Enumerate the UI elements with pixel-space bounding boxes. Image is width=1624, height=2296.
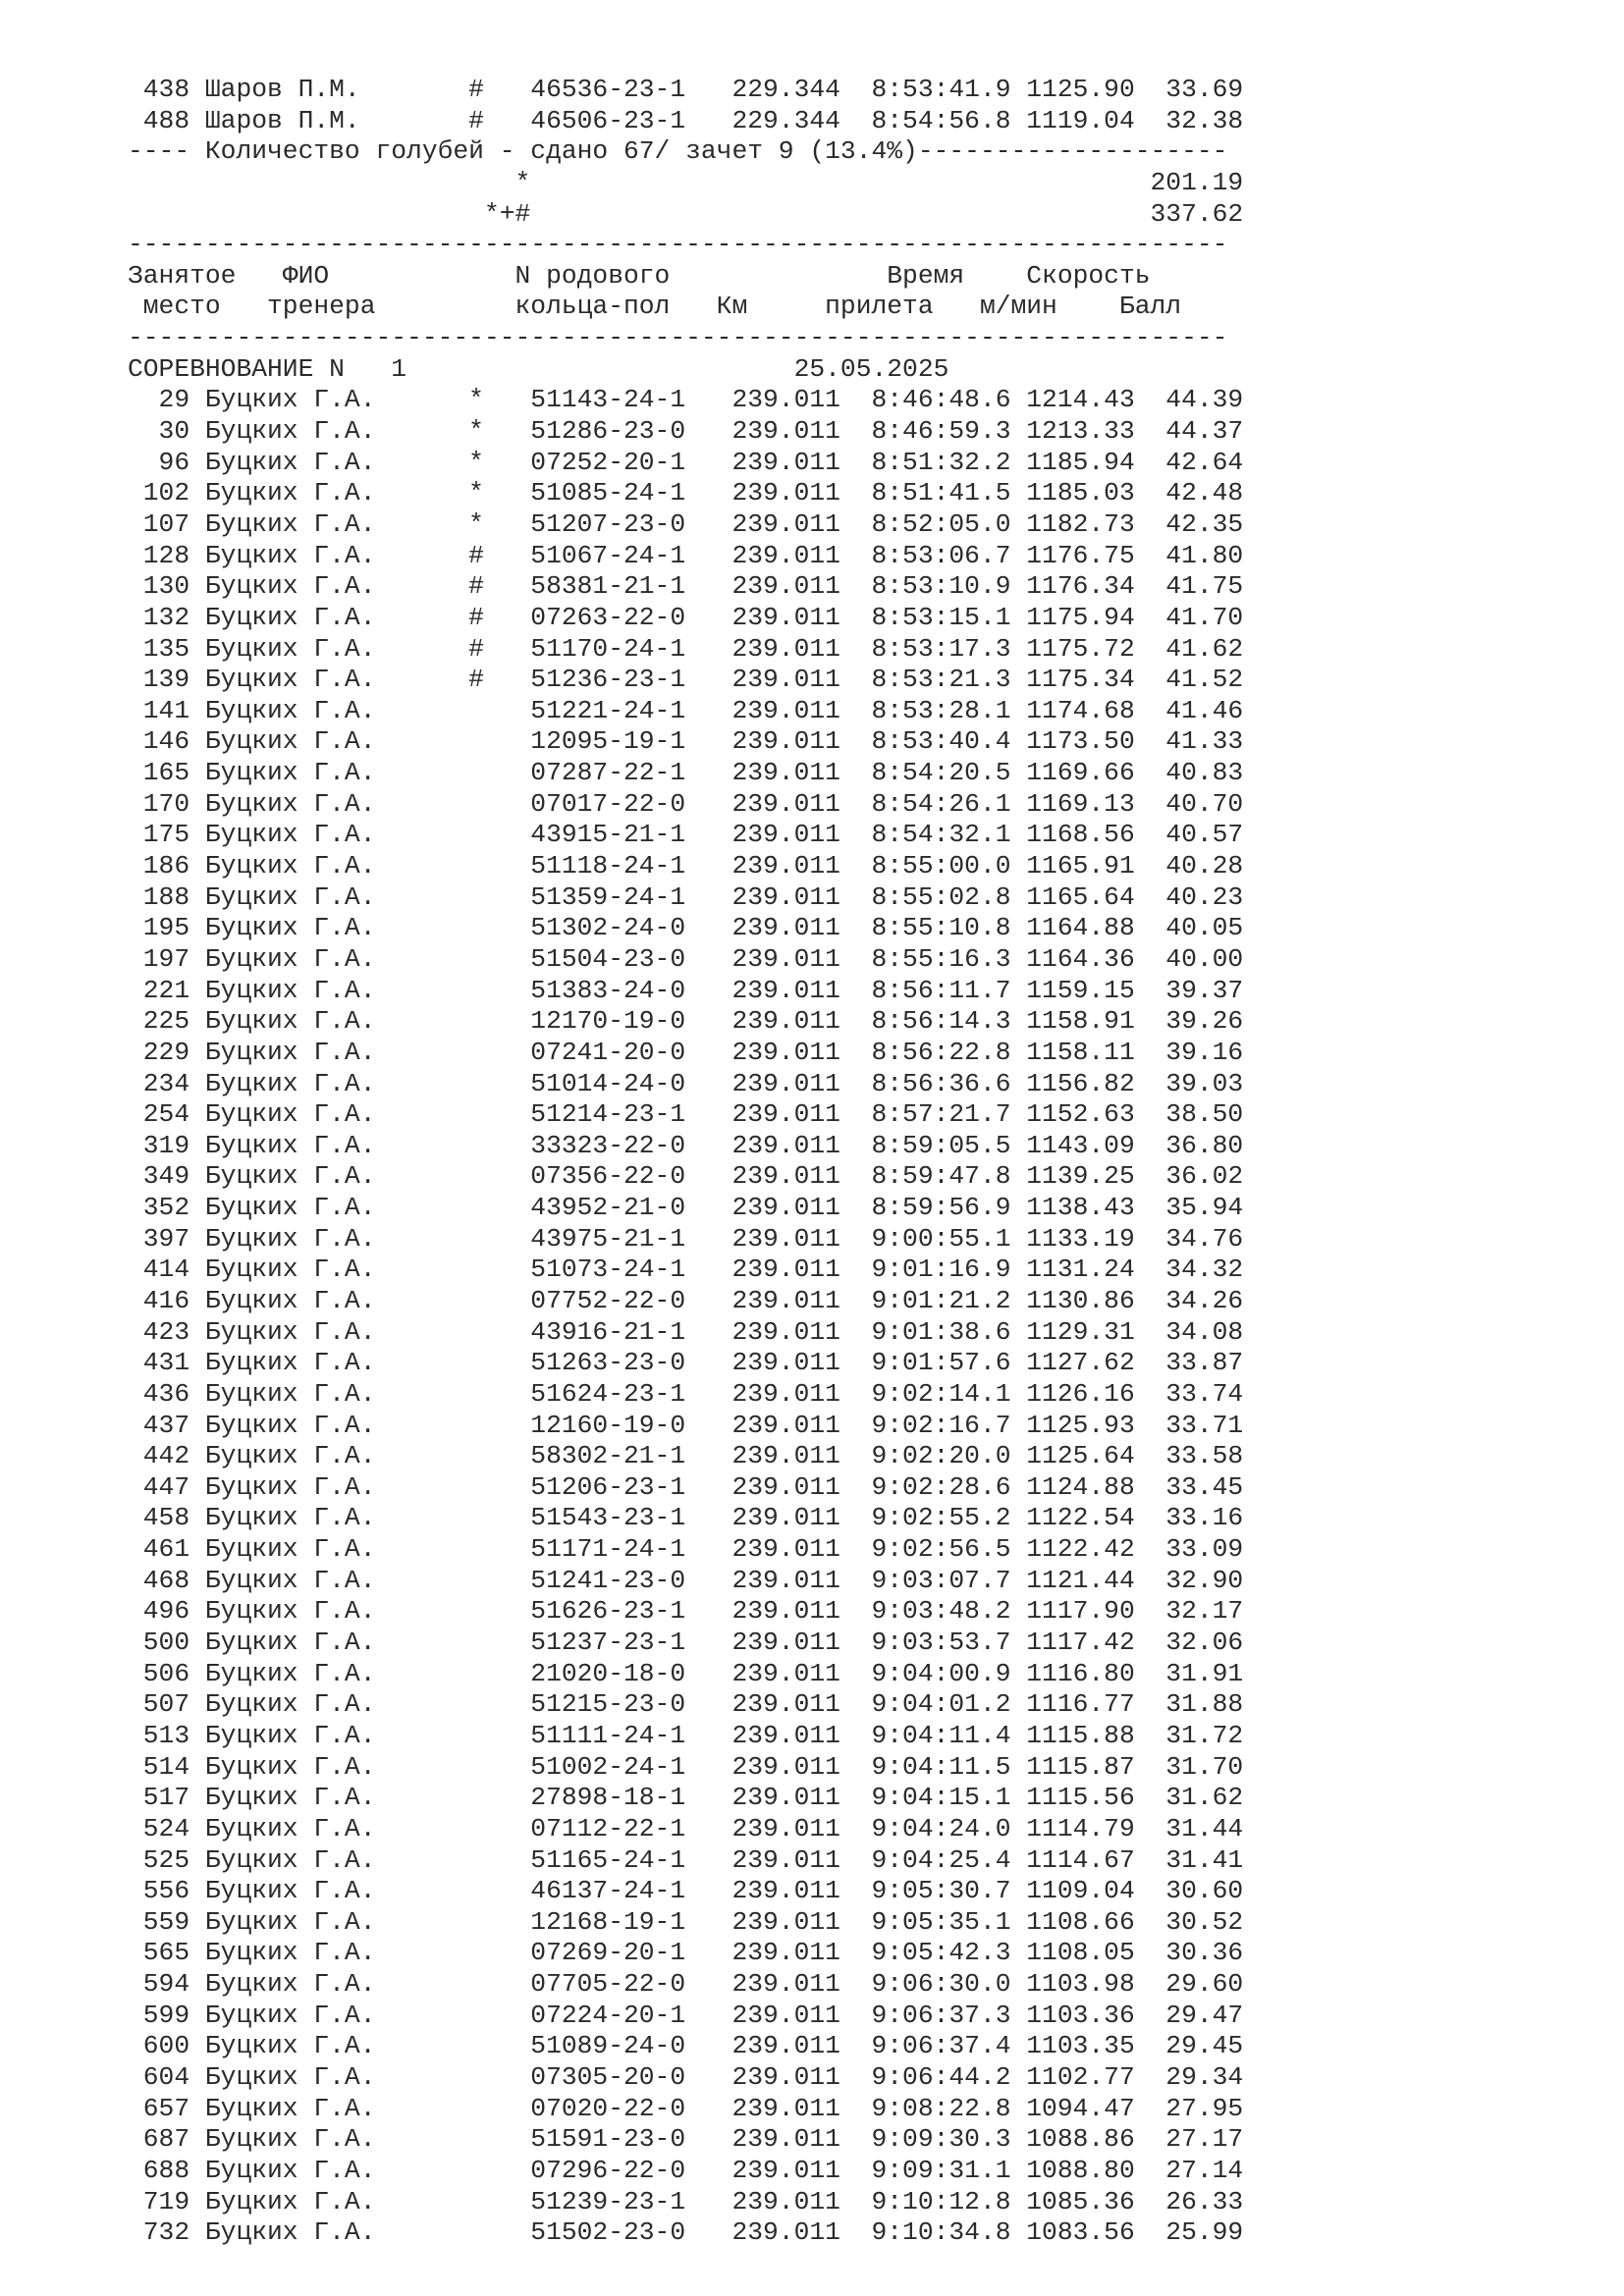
- result-row: 657 Буцких Г.А. 07020-22-0 239.011 9:08:22.8 1094.47 27.95: [128, 2093, 1244, 2123]
- result-row: 732 Буцких Г.А. 51502-23-0 239.011 9:10:34.8 1083.56 25.99: [128, 2217, 1244, 2248]
- result-row: 442 Буцких Г.А. 58302-21-1 239.011 9:02:20.0 1125.64 33.58: [128, 1441, 1244, 1471]
- result-row: 507 Буцких Г.А. 51215-23-0 239.011 9:04:01.2 1116.77 31.88: [128, 1689, 1244, 1720]
- result-row: 496 Буцких Г.А. 51626-23-1 239.011 9:03:48.2 1117.90 32.17: [128, 1596, 1244, 1627]
- pigeon-count-line: ---- Количество голубей - сдано 67/ зачет 9 (13.4%)--------------------: [128, 136, 1228, 167]
- result-row: 96 Буцких Г.А. * 07252-20-1 239.011 8:51:32.2 1185.94 42.64: [128, 447, 1244, 477]
- result-row: 188 Буцких Г.А. 51359-24-1 239.011 8:55:02.8 1165.64 40.23: [128, 881, 1244, 912]
- result-row: 221 Буцких Г.А. 51383-24-0 239.011 8:56:11.7 1159.15 39.37: [128, 975, 1244, 1005]
- result-row: 414 Буцких Г.А. 51073-24-1 239.011 9:01:16.9 1131.24 34.32: [128, 1255, 1244, 1285]
- result-row: 102 Буцких Г.А. * 51085-24-1 239.011 8:51:41.5 1185.03 42.48: [128, 478, 1244, 508]
- result-row: 170 Буцких Г.А. 07017-22-0 239.011 8:54:26.1 1169.13 40.70: [128, 788, 1244, 819]
- result-row: 186 Буцких Г.А. 51118-24-1 239.011 8:55:00.0 1165.91 40.28: [128, 851, 1244, 881]
- results-printout: [128, 75, 1243, 2249]
- result-row: 130 Буцких Г.А. # 58381-21-1 239.011 8:53:10.9 1176.34 41.75: [128, 571, 1244, 602]
- result-row: 195 Буцких Г.А. 51302-24-0 239.011 8:55:10.8 1164.88 40.05: [128, 913, 1244, 943]
- result-row: 688 Буцких Г.А. 07296-22-0 239.011 9:09:31.1 1088.80 27.14: [128, 2155, 1244, 2185]
- column-header-line-1: Занятое ФИО N родового Время Скорость: [128, 260, 1151, 291]
- result-row: 604 Буцких Г.А. 07305-20-0 239.011 9:06:44.2 1102.77 29.34: [128, 2062, 1244, 2092]
- result-row: 30 Буцких Г.А. * 51286-23-0 239.011 8:46:59.3 1213.33 44.37: [128, 416, 1244, 447]
- result-row: 319 Буцких Г.А. 33323-22-0 239.011 8:59:05.5 1143.09 36.80: [128, 1130, 1244, 1160]
- competition-line: СОРЕВНОВАНИЕ N 1 25.05.2025: [128, 353, 949, 384]
- result-row: 524 Буцких Г.А. 07112-22-1 239.011 9:04:24.0 1114.79 31.44: [128, 1813, 1244, 1843]
- result-row: 600 Буцких Г.А. 51089-24-0 239.011 9:06:37.4 1103.35 29.45: [128, 2031, 1244, 2061]
- prev-rows: 438 Шаров П.М. # 46536-23-1 229.344 8:53:41.9 1125.90 33.69: [128, 75, 1244, 104]
- result-row: 447 Буцких Г.А. 51206-23-1 239.011 9:02:28.6 1124.88 33.45: [128, 1471, 1244, 1502]
- result-row: 565 Буцких Г.А. 07269-20-1 239.011 9:05:42.3 1108.05 30.36: [128, 1938, 1244, 1968]
- result-row: 514 Буцких Г.А. 51002-24-1 239.011 9:04:11.5 1115.87 31.70: [128, 1751, 1244, 1782]
- separator-line: -----------------------------------------------------------------------: [128, 323, 1228, 353]
- result-row: 517 Буцких Г.А. 27898-18-1 239.011 9:04:15.1 1115.56 31.62: [128, 1783, 1244, 1813]
- result-row: 468 Буцких Г.А. 51241-23-0 239.011 9:03:07.7 1121.44 32.90: [128, 1565, 1244, 1595]
- result-row: 146 Буцких Г.А. 12095-19-1 239.011 8:53:40.4 1173.50 41.33: [128, 726, 1244, 757]
- separator-line: -----------------------------------------------------------------------: [128, 230, 1228, 260]
- result-row: 719 Буцких Г.А. 51239-23-1 239.011 9:10:12.8 1085.36 26.33: [128, 2186, 1244, 2216]
- results-table: [128, 385, 1243, 2248]
- result-row: 436 Буцких Г.А. 51624-23-1 239.011 9:02:14.1 1126.16 33.74: [128, 1378, 1244, 1409]
- starplus-total-line: *+# 337.62: [128, 198, 1244, 229]
- result-row: 506 Буцких Г.А. 21020-18-0 239.011 9:04:00.9 1116.80 31.91: [128, 1658, 1244, 1688]
- result-row: 352 Буцких Г.А. 43952-21-0 239.011 8:59:56.9 1138.43 35.94: [128, 1193, 1244, 1223]
- result-row: 139 Буцких Г.А. # 51236-23-1 239.011 8:53:21.3 1175.34 41.52: [128, 665, 1244, 695]
- result-row: 141 Буцких Г.А. 51221-24-1 239.011 8:53:28.1 1174.68 41.46: [128, 695, 1244, 725]
- result-row: 525 Буцких Г.А. 51165-24-1 239.011 9:04:25.4 1114.67 31.41: [128, 1844, 1244, 1875]
- result-row: 556 Буцких Г.А. 46137-24-1 239.011 9:05:30.7 1109.04 30.60: [128, 1876, 1244, 1906]
- result-row: 128 Буцких Г.А. # 51067-24-1 239.011 8:53:06.7 1176.75 41.80: [128, 540, 1244, 570]
- result-row: 423 Буцких Г.А. 43916-21-1 239.011 9:01:38.6 1129.31 34.08: [128, 1316, 1244, 1347]
- result-row: 349 Буцких Г.А. 07356-22-0 239.011 8:59:47.8 1139.25 36.02: [128, 1161, 1244, 1192]
- result-row: 135 Буцких Г.А. # 51170-24-1 239.011 8:53:17.3 1175.72 41.62: [128, 633, 1244, 664]
- result-row: 461 Буцких Г.А. 51171-24-1 239.011 9:02:56.5 1122.42 33.09: [128, 1534, 1244, 1565]
- result-row: 687 Буцких Г.А. 51591-23-0 239.011 9:09:30.3 1088.86 27.17: [128, 2124, 1244, 2155]
- result-row: 132 Буцких Г.А. # 07263-22-0 239.011 8:53:15.1 1175.94 41.70: [128, 602, 1244, 632]
- result-row: 234 Буцких Г.А. 51014-24-0 239.011 8:56:36.6 1156.82 39.03: [128, 1068, 1244, 1098]
- result-row: 431 Буцких Г.А. 51263-23-0 239.011 9:01:57.6 1127.62 33.87: [128, 1348, 1244, 1378]
- result-row: 229 Буцких Г.А. 07241-20-0 239.011 8:56:22.8 1158.11 39.16: [128, 1037, 1244, 1067]
- result-row: 594 Буцких Г.А. 07705-22-0 239.011 9:06:30.0 1103.98 29.60: [128, 1969, 1244, 2000]
- result-row: 107 Буцких Г.А. * 51207-23-0 239.011 8:52:05.0 1182.73 42.35: [128, 508, 1244, 539]
- star-total-line: * 201.19: [128, 167, 1244, 197]
- result-row: 416 Буцких Г.А. 07752-22-0 239.011 9:01:21.2 1130.86 34.26: [128, 1285, 1244, 1315]
- result-row: 559 Буцких Г.А. 12168-19-1 239.011 9:05:35.1 1108.66 30.52: [128, 1906, 1244, 1937]
- result-row: 513 Буцких Г.А. 51111-24-1 239.011 9:04:11.4 1115.88 31.72: [128, 1720, 1244, 1750]
- result-row: 500 Буцких Г.А. 51237-23-1 239.011 9:03:53.7 1117.42 32.06: [128, 1628, 1244, 1658]
- result-row: 458 Буцких Г.А. 51543-23-1 239.011 9:02:55.2 1122.54 33.16: [128, 1503, 1244, 1533]
- result-row: 197 Буцких Г.А. 51504-23-0 239.011 8:55:16.3 1164.36 40.00: [128, 943, 1244, 974]
- result-row: 437 Буцких Г.А. 12160-19-0 239.011 9:02:16.7 1125.93 33.71: [128, 1410, 1244, 1440]
- result-row: 225 Буцких Г.А. 12170-19-0 239.011 8:56:14.3 1158.91 39.26: [128, 1006, 1244, 1037]
- result-row: 165 Буцких Г.А. 07287-22-1 239.011 8:54:20.5 1169.66 40.83: [128, 758, 1244, 788]
- column-header-line-2: место тренера кольца-пол Км прилета м/мин Балл: [128, 292, 1182, 322]
- result-row: 397 Буцких Г.А. 43975-21-1 239.011 9:00:55.1 1133.19 34.76: [128, 1223, 1244, 1254]
- result-row: 599 Буцких Г.А. 07224-20-1 239.011 9:06:37.3 1103.36 29.47: [128, 2000, 1244, 2030]
- result-row: 175 Буцких Г.А. 43915-21-1 239.011 8:54:32.1 1168.56 40.57: [128, 820, 1244, 850]
- result-row: 29 Буцких Г.А. * 51143-24-1 239.011 8:46:48.6 1214.43 44.39: [128, 385, 1244, 415]
- result-row: 254 Буцких Г.А. 51214-23-1 239.011 8:57:21.7 1152.63 38.50: [128, 1099, 1244, 1130]
- result-row: 488 Шаров П.М. # 46506-23-1 229.344 8:54:56.8 1119.04 32.38: [128, 105, 1244, 135]
